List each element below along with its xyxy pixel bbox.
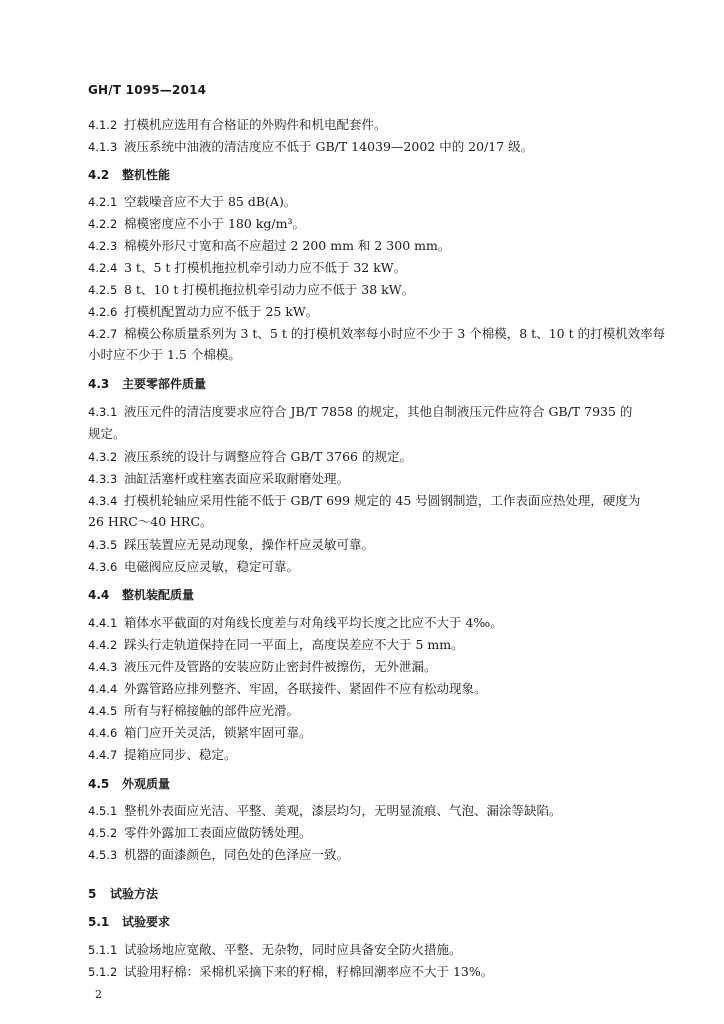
clause-4-4-7: [88, 746, 648, 764]
clause-number: 4.5.3: [88, 848, 118, 862]
standard-code-header: GH/T 1095—2014: [88, 83, 207, 97]
clause-text: 箱体水平截面的对角线长度差与对角线平均长度之比应不大于 4‰。: [124, 615, 503, 630]
clause-4-3-4: [88, 492, 648, 510]
clause-number: 4.5.1: [88, 804, 118, 818]
clause-text: 踩头行走轨道保持在同一平面上，高度误差应不大于 5 mm。: [124, 637, 464, 652]
section-number: 4.4: [88, 588, 110, 602]
section-5-1-heading: [88, 913, 648, 931]
clause-4-4-2: [88, 636, 648, 654]
clause-number: 4.5.2: [88, 826, 118, 840]
clause-text: 液压元件及管路的安装应防止密封件被擦伤，无外泄漏。: [124, 659, 437, 674]
clause-4-2-7-continuation: 小时应不少于 1.5 个棉模。: [88, 347, 241, 362]
section-title: 整机性能: [122, 168, 171, 182]
section-4-3-heading: [88, 375, 648, 393]
clause-number: 4.3.2: [88, 450, 118, 464]
clause-text: 试验场地应宽敞、平整、无杂物，同时应具备安全防火措施。: [124, 942, 462, 957]
clause-number: 4.4.1: [88, 616, 118, 630]
clause-4-2-1: [88, 193, 648, 211]
clause-4-2-4: [88, 259, 648, 277]
clause-4-2-3: [88, 237, 648, 255]
clause-text: 提箱应同步、稳定。: [124, 747, 237, 762]
section-title: 主要零部件质量: [122, 377, 207, 391]
clause-4-1-3: [88, 138, 648, 156]
section-number: 5: [88, 887, 97, 901]
clause-number: 4.4.4: [88, 682, 118, 696]
section-number: 5.1: [88, 915, 110, 929]
clause-text: 所有与籽棉接触的部件应光滑。: [124, 703, 300, 718]
clause-text: 棉模密度应不小于 180 kg/m³。: [124, 216, 305, 231]
clause-4-2-5: [88, 281, 648, 299]
clause-text: 8 t、10 t 打模机拖拉机牵引动力应不低于 38 kW。: [124, 282, 415, 297]
clause-number: 4.3.1: [88, 405, 118, 419]
clause-number: 4.2.4: [88, 261, 118, 275]
clause-text: 液压元件的清洁度要求应符合 JB/T 7858 的规定，其他自制液压元件应符合 GB/T 7935 的: [124, 404, 633, 419]
clause-4-3-5: [88, 536, 648, 554]
clause-text: 液压系统中油液的清洁度应不低于 GB/T 14039—2002 中的 20/17 级。: [124, 139, 534, 154]
clause-4-3-4-continuation: 26 HRC～40 HRC。: [88, 514, 213, 529]
clause-4-5-1: [88, 802, 648, 820]
clause-text: 电磁阀应反应灵敏，稳定可靠。: [124, 559, 300, 574]
clause-number: 4.3.4: [88, 494, 118, 508]
clause-text: 空载噪音应不大于 85 dB(A)。: [124, 194, 297, 209]
clause-4-2-2: [88, 215, 648, 233]
section-number: 4.2: [88, 168, 110, 182]
clause-number: 5.1.1: [88, 943, 118, 957]
clause-4-2-7: [88, 325, 666, 343]
clause-number: 4.2.7: [88, 327, 118, 341]
clause-4-4-1: [88, 614, 648, 632]
clause-4-4-4: [88, 680, 648, 698]
clause-text: 试验用籽棉：采棉机采摘下来的籽棉，籽棉回潮率应不大于 13%。: [124, 964, 494, 979]
clause-text: 棉模公称质量系列为 3 t、5 t 的打模机效率每小时应不少于 3 个棉模，8 t、10 t 的打模机效率每: [124, 326, 666, 341]
clause-4-5-3: [88, 846, 648, 864]
clause-number: 4.2.6: [88, 305, 118, 319]
clause-text: 机器的面漆颜色，同色处的色泽应一致。: [124, 847, 350, 862]
clause-text: 液压系统的设计与调整应符合 GB/T 3766 的规定。: [124, 449, 412, 464]
clause-4-5-2: [88, 824, 648, 842]
clause-4-4-6: [88, 724, 648, 742]
clause-4-2-6: [88, 303, 648, 321]
clause-text: 3 t、5 t 打模机拖拉机牵引动力应不低于 32 kW。: [124, 260, 407, 275]
section-title: 整机装配质量: [122, 588, 195, 602]
clause-text: 棉模外形尺寸宽和高不应超过 2 200 mm 和 2 300 mm。: [124, 238, 451, 253]
clause-4-4-5: [88, 702, 648, 720]
clause-text: 打模机应选用有合格证的外购件和机电配套件。: [124, 117, 387, 132]
clause-number: 4.2.3: [88, 239, 118, 253]
section-title: 外观质量: [122, 777, 171, 791]
section-4-5-heading: [88, 775, 648, 793]
clause-text: 打模机轮轴应采用性能不低于 GB/T 699 规定的 45 号圆钢制造，工作表面应热处理，硬度为: [124, 493, 641, 508]
clause-number: 4.4.6: [88, 726, 118, 740]
clause-number: 4.4.3: [88, 660, 118, 674]
clause-4-3-1: [88, 403, 648, 421]
clause-text: 外露管路应排列整齐、牢固，各联接件、紧固件不应有松动现象。: [124, 681, 487, 696]
clause-number: 4.4.7: [88, 748, 118, 762]
clause-number: 4.3.6: [88, 560, 118, 574]
clause-number: 4.4.2: [88, 638, 118, 652]
page-number: 2: [95, 988, 102, 1001]
section-title: 试验方法: [110, 887, 159, 901]
clause-text: 箱门应开关灵活，锁紧牢固可靠。: [124, 725, 312, 740]
clause-number: 5.1.2: [88, 965, 118, 979]
clause-4-3-6: [88, 558, 648, 576]
clause-text: 整机外表面应光洁、平整、美观，漆层均匀，无明显流痕、气泡、漏涂等缺陷。: [124, 803, 562, 818]
clause-5-1-1: [88, 941, 648, 959]
clause-4-4-3: [88, 658, 648, 676]
section-title: 试验要求: [122, 915, 171, 929]
section-5-heading: [88, 885, 648, 903]
clause-number: 4.2.5: [88, 283, 118, 297]
clause-number: 4.2.2: [88, 217, 118, 231]
clause-4-3-1-continuation: 规定。: [88, 426, 126, 441]
clause-5-1-2: [88, 963, 648, 981]
clause-4-1-2: [88, 116, 648, 134]
clause-number: 4.1.3: [88, 140, 118, 154]
clause-number: 4.3.3: [88, 472, 118, 486]
clause-number: 4.2.1: [88, 195, 118, 209]
clause-number: 4.4.5: [88, 704, 118, 718]
section-4-4-heading: [88, 586, 648, 604]
section-number: 4.3: [88, 377, 110, 391]
clause-text: 打模机配置动力应不低于 25 kW。: [124, 304, 319, 319]
clause-4-3-2: [88, 448, 648, 466]
clause-4-3-3: [88, 470, 648, 488]
clause-number: 4.1.2: [88, 118, 118, 132]
section-number: 4.5: [88, 777, 110, 791]
clause-text: 踩压装置应无晃动现象，操作杆应灵敏可靠。: [124, 537, 375, 552]
clause-text: 油缸活塞杆或柱塞表面应采取耐磨处理。: [124, 471, 350, 486]
clause-number: 4.3.5: [88, 538, 118, 552]
section-4-2-heading: [88, 166, 648, 184]
clause-text: 零件外露加工表面应做防锈处理。: [124, 825, 312, 840]
